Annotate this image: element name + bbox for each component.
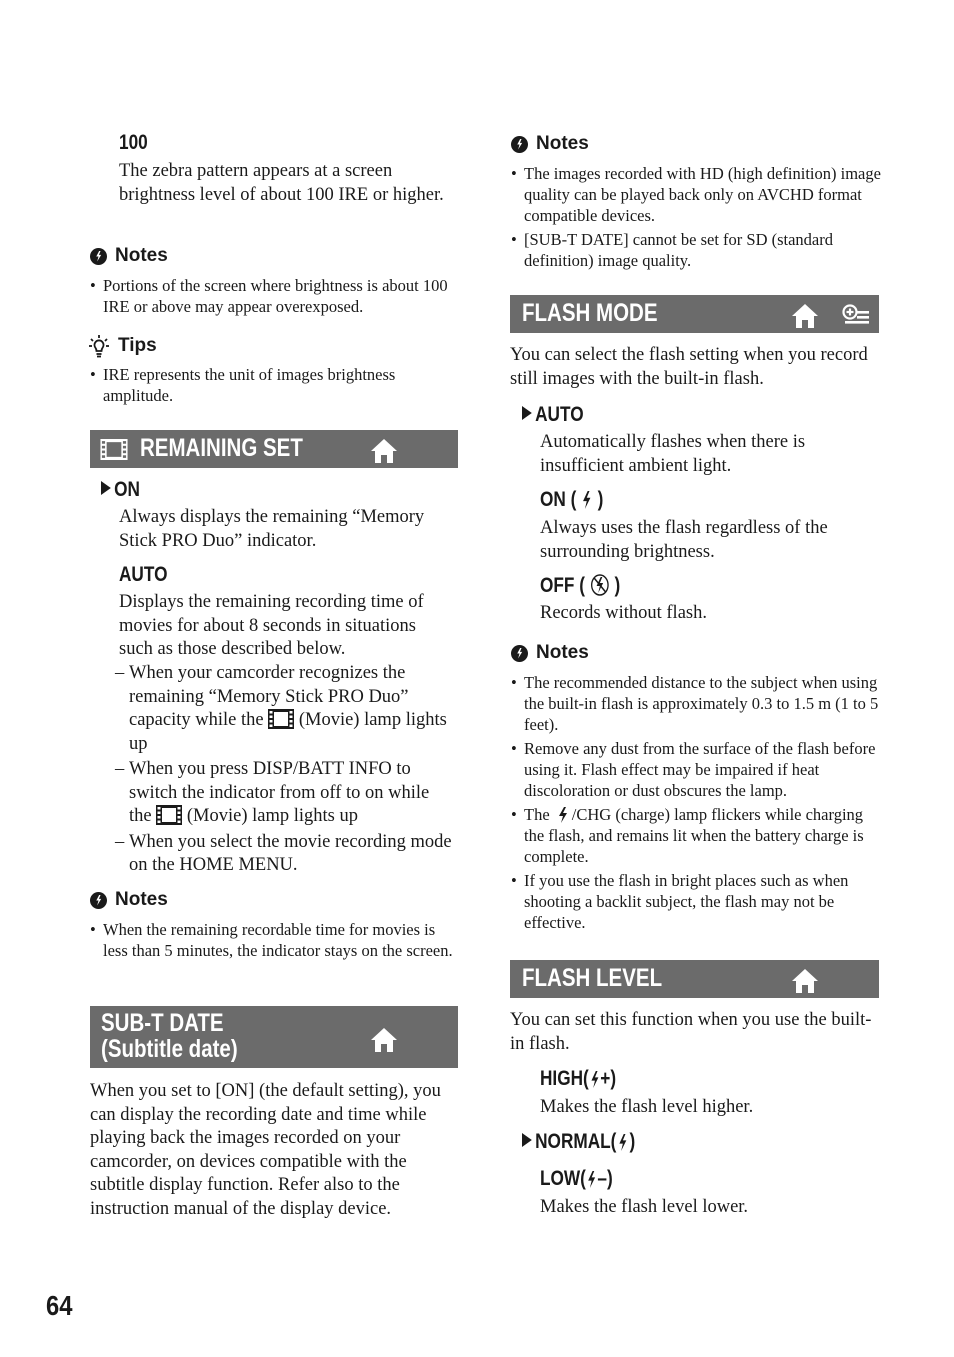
flash-icon	[587, 1171, 597, 1188]
condition-text: (Movie) lamp lights up	[129, 710, 447, 754]
option-100: 100	[119, 131, 148, 154]
home-icon	[370, 1027, 398, 1053]
option-on-prefix: ON (	[540, 488, 577, 511]
option-flash-on-description: Always uses the flash regardless of the surrounding brightness.	[540, 518, 828, 562]
option-auto-description: Automatically flashes when there is insufficient ambient light.	[540, 432, 806, 476]
note-item: • The recommended distance to the subject when using the built-in flash is approximately 0.3 to 1.5 m (1 to 5 feet).	[511, 672, 879, 735]
option-auto-description: Displays the remaining recording time of movies for about 8 seconds in situations such as those described below.	[119, 592, 424, 659]
notes-list	[511, 672, 879, 933]
option-high-description: Makes the flash level higher.	[540, 1097, 754, 1117]
film-icon	[268, 709, 294, 729]
default-arrow-icon	[522, 1133, 532, 1147]
option-on-default	[101, 478, 140, 502]
film-icon	[156, 805, 182, 825]
option-normal-default	[522, 1130, 635, 1154]
note-item: • When the remaining recordable time for movies is less than 5 minutes, the indicator stays on the screen.	[90, 919, 460, 961]
condition-item	[115, 831, 455, 878]
subt-date-title-line1: SUB-T DATE	[101, 1009, 224, 1037]
remaining-set-title: REMAINING SET	[140, 434, 303, 462]
option-on-description: Always displays the remaining “Memory Stick PRO Duo” indicator.	[119, 507, 425, 551]
note-text: The	[524, 805, 550, 824]
condition-text: When you press DISP/BATT INFO to switch the indicator from off to on while the	[129, 759, 430, 826]
flash-mode-banner	[510, 295, 879, 333]
note-text: /CHG (charge) lamp flickers while charging the flash, and remains lit when the battery charge is complete.	[524, 805, 864, 866]
note-item: • The images recorded with HD (high definition) image quality can be played back only on AVCHD format compatible devices.	[511, 163, 881, 226]
option-on-label: ON	[114, 478, 140, 501]
option-100-description: The zebra pattern appears at a screen brightness level of about 100 IRE or higher.	[119, 161, 444, 205]
note-item: • [SUB-T DATE] cannot be set for SD (standard definition) image quality.	[511, 229, 881, 271]
option-high-prefix: HIGH(	[540, 1067, 589, 1090]
subt-date-banner	[90, 1006, 458, 1068]
subt-date-description: When you set to [ON] (the default setting), you can display the recording date and time while playing back the images recorded on your camcorder, on devices compatible with the subtitle display function. Refer also to the instruction manual of the display device.	[90, 1081, 441, 1219]
notes-icon	[90, 248, 107, 265]
condition-text: When you select the movie recording mode on the HOME MENU.	[129, 831, 452, 875]
notes-label: Notes	[115, 245, 168, 266]
default-arrow-icon	[101, 481, 111, 495]
flash-mode-title: FLASH MODE	[522, 299, 658, 327]
tips-heading	[88, 334, 157, 358]
condition-text: (Movie) lamp lights up	[186, 806, 358, 826]
option-auto-default	[522, 403, 584, 427]
flash-icon	[618, 1134, 628, 1151]
notes-heading	[511, 641, 589, 665]
notes-heading	[511, 132, 589, 156]
note-item: • Portions of the screen where brightness is about 100 IRE or above may appear overexposed.	[90, 275, 460, 317]
option-off-suffix: )	[614, 574, 621, 597]
option-normal-suffix: )	[629, 1130, 636, 1153]
subt-date-title-line2: (Subtitle date)	[101, 1035, 238, 1063]
page-number: 64	[46, 1290, 73, 1321]
option-low-description: Makes the flash level lower.	[540, 1197, 749, 1217]
option-high-suffix: +)	[600, 1067, 617, 1090]
tips-bulb-icon	[88, 334, 110, 358]
option-normal-prefix: NORMAL(	[535, 1130, 617, 1153]
option-on-suffix: )	[597, 488, 604, 511]
option-low	[540, 1167, 613, 1191]
tip-item: • IRE represents the unit of images brightness amplitude.	[90, 364, 450, 406]
home-icon	[791, 303, 819, 329]
notes-icon	[511, 136, 528, 153]
notes-heading	[90, 888, 168, 912]
notes-icon	[90, 892, 107, 909]
notes-heading	[90, 244, 168, 268]
flash-icon	[557, 807, 569, 823]
condition-item	[115, 758, 455, 829]
condition-text: When your camcorder recognizes the remaining “Memory Stick PRO Duo” capacity while the	[129, 663, 409, 730]
notes-icon	[511, 645, 528, 662]
note-item: • If you use the flash in bright places such as when shooting a backlit subject, the flash may not be effective.	[511, 870, 879, 933]
note-item	[511, 804, 879, 867]
option-flash-off-description: Records without flash.	[540, 603, 707, 623]
remaining-set-banner	[90, 430, 458, 468]
flash-level-intro: You can set this function when you use the built-in flash.	[510, 1010, 872, 1054]
option-low-suffix: –)	[597, 1167, 613, 1190]
tips-label: Tips	[118, 335, 157, 356]
notes-list	[90, 919, 460, 961]
notes-list	[90, 275, 460, 317]
notes-label: Notes	[115, 889, 168, 910]
option-flash-on	[540, 488, 603, 512]
flash-level-title: FLASH LEVEL	[522, 964, 663, 992]
option-off-prefix: OFF (	[540, 574, 585, 597]
flash-icon	[581, 491, 592, 509]
default-arrow-icon	[522, 406, 532, 420]
flash-off-icon	[590, 573, 610, 597]
flash-icon	[590, 1071, 600, 1088]
option-low-prefix: LOW(	[540, 1167, 586, 1190]
home-icon	[370, 438, 398, 464]
notes-label: Notes	[536, 642, 589, 663]
flash-level-banner	[510, 960, 879, 998]
note-item: • Remove any dust from the surface of the flash before using it. Flash effect may be impaired if heat discoloration or dust obscures the lamp.	[511, 738, 879, 801]
flash-mode-intro: You can select the flash setting when you record still images with the built-in flash.	[510, 345, 868, 389]
option-auto: AUTO	[119, 563, 168, 586]
option-auto-label: AUTO	[535, 403, 584, 426]
film-icon	[100, 439, 128, 460]
option-high	[540, 1067, 616, 1091]
auto-conditions-list	[115, 662, 455, 878]
condition-item	[115, 662, 455, 756]
tips-list	[90, 364, 450, 406]
home-icon	[791, 968, 819, 994]
camera-mode-icon	[842, 304, 870, 326]
notes-list	[511, 163, 881, 271]
option-flash-off	[540, 573, 620, 598]
notes-label: Notes	[536, 133, 589, 154]
